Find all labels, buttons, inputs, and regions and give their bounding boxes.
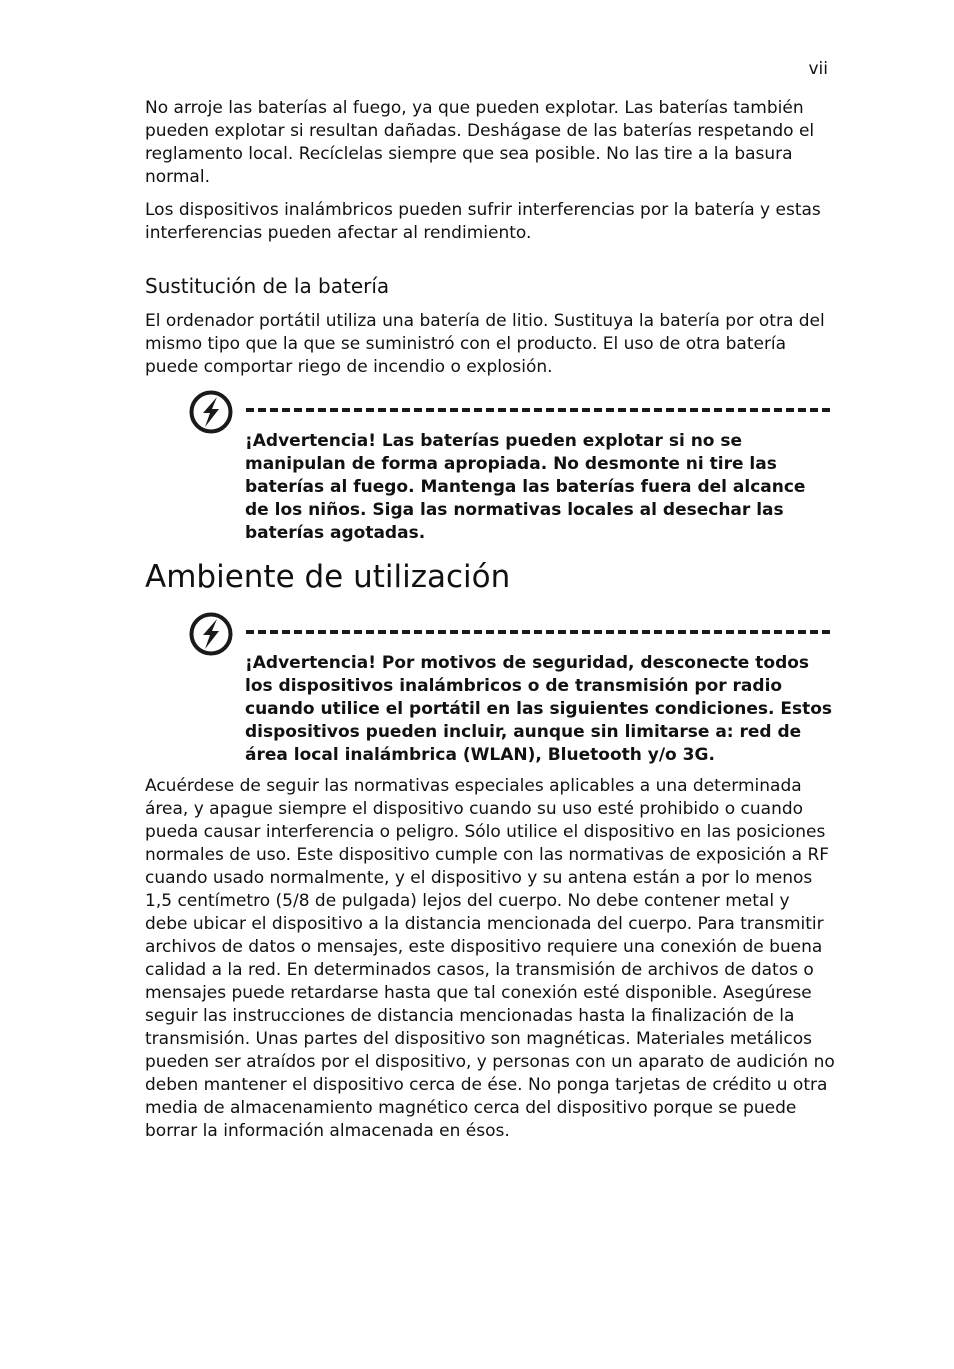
interference-paragraph: Los dispositivos inalámbricos pueden sufrir interferencias por la batería y estas interferencias pueden afectar al rendimiento. (145, 200, 821, 243)
lightning-warning-icon (188, 611, 234, 657)
wireless-warning-text: ¡Advertencia! Por motivos de seguridad, desconecte todos los dispositivos inalámbricos o de transmisión por radio cuando utilice el portátil en las siguientes condiciones. Estos dispositivos pueden incluir, aunque sin limitarse a: red de área local inalámbrica (WLAN), Bluetooth y/o 3G. (245, 653, 833, 765)
lightning-warning-icon (188, 389, 234, 435)
battery-disposal-paragraph: No arroje las baterías al fuego, ya que pueden explotar. Las baterías también pueden explotar si resultan dañadas. Deshágase de las baterías respetando el reglamento local. Recíclelas siempre que sea posible. No las tire a la basura normal. (145, 98, 815, 187)
warning-divider (246, 630, 830, 634)
battery-replacement-heading: Sustitución de la batería (145, 274, 390, 298)
environment-paragraph: Acuérdese de seguir las normativas especiales aplicables a una determinada área, y apague siempre el dispositivo cuando su uso esté prohibido o cuando pueda causar interferencia o peligro. Sólo utilice el dispositivo en las posiciones normales de uso. Este dispositivo cumple con las normativas de exposición a RF cuando usado normalmente, y el dispositivo y su antena están a por lo menos 1,5 centímetro (5/8 de pulgada) lejos del cuerpo. No debe contener metal y debe ubicar el dispositivo a la distancia mencionada del cuerpo. Para transmitir archivos de datos o mensajes, este dispositivo requiere una conexión de buena calidad a la red. En determinados casos, la transmisión de archivos de datos o mensajes puede retardarse hasta que tal conexión esté disponible. Asegúrese seguir las instrucciones de distancia mencionadas hasta la finalización de la transmisión. Unas partes del dispositivo son magnéticas. Materiales metálicos pueden ser atraídos por el dispositivo, y personas con un aparato de audición no deben mantener el dispositivo cerca de ése. No ponga tarjetas de crédito u otra media de almacenamiento magnético cerca del dispositivo porque se puede borrar la información almacenada en ésos. (145, 776, 835, 1141)
page-number: vii (808, 59, 828, 79)
warning-divider (246, 408, 830, 412)
battery-warning-text: ¡Advertencia! Las baterías pueden explotar si no se manipulan de forma apropiada. No desmonte ni tire las baterías al fuego. Mantenga las baterías fuera del alcance de los niños. Siga las normativas locales al desechar las baterías agotadas. (245, 431, 806, 543)
battery-replacement-paragraph: El ordenador portátil utiliza una batería de litio. Sustituya la batería por otra del mismo tipo que la que se suministró con el producto. El uso de otra batería puede comportar riego de incendio o explosión. (145, 311, 825, 377)
environment-heading: Ambiente de utilización (145, 559, 511, 595)
